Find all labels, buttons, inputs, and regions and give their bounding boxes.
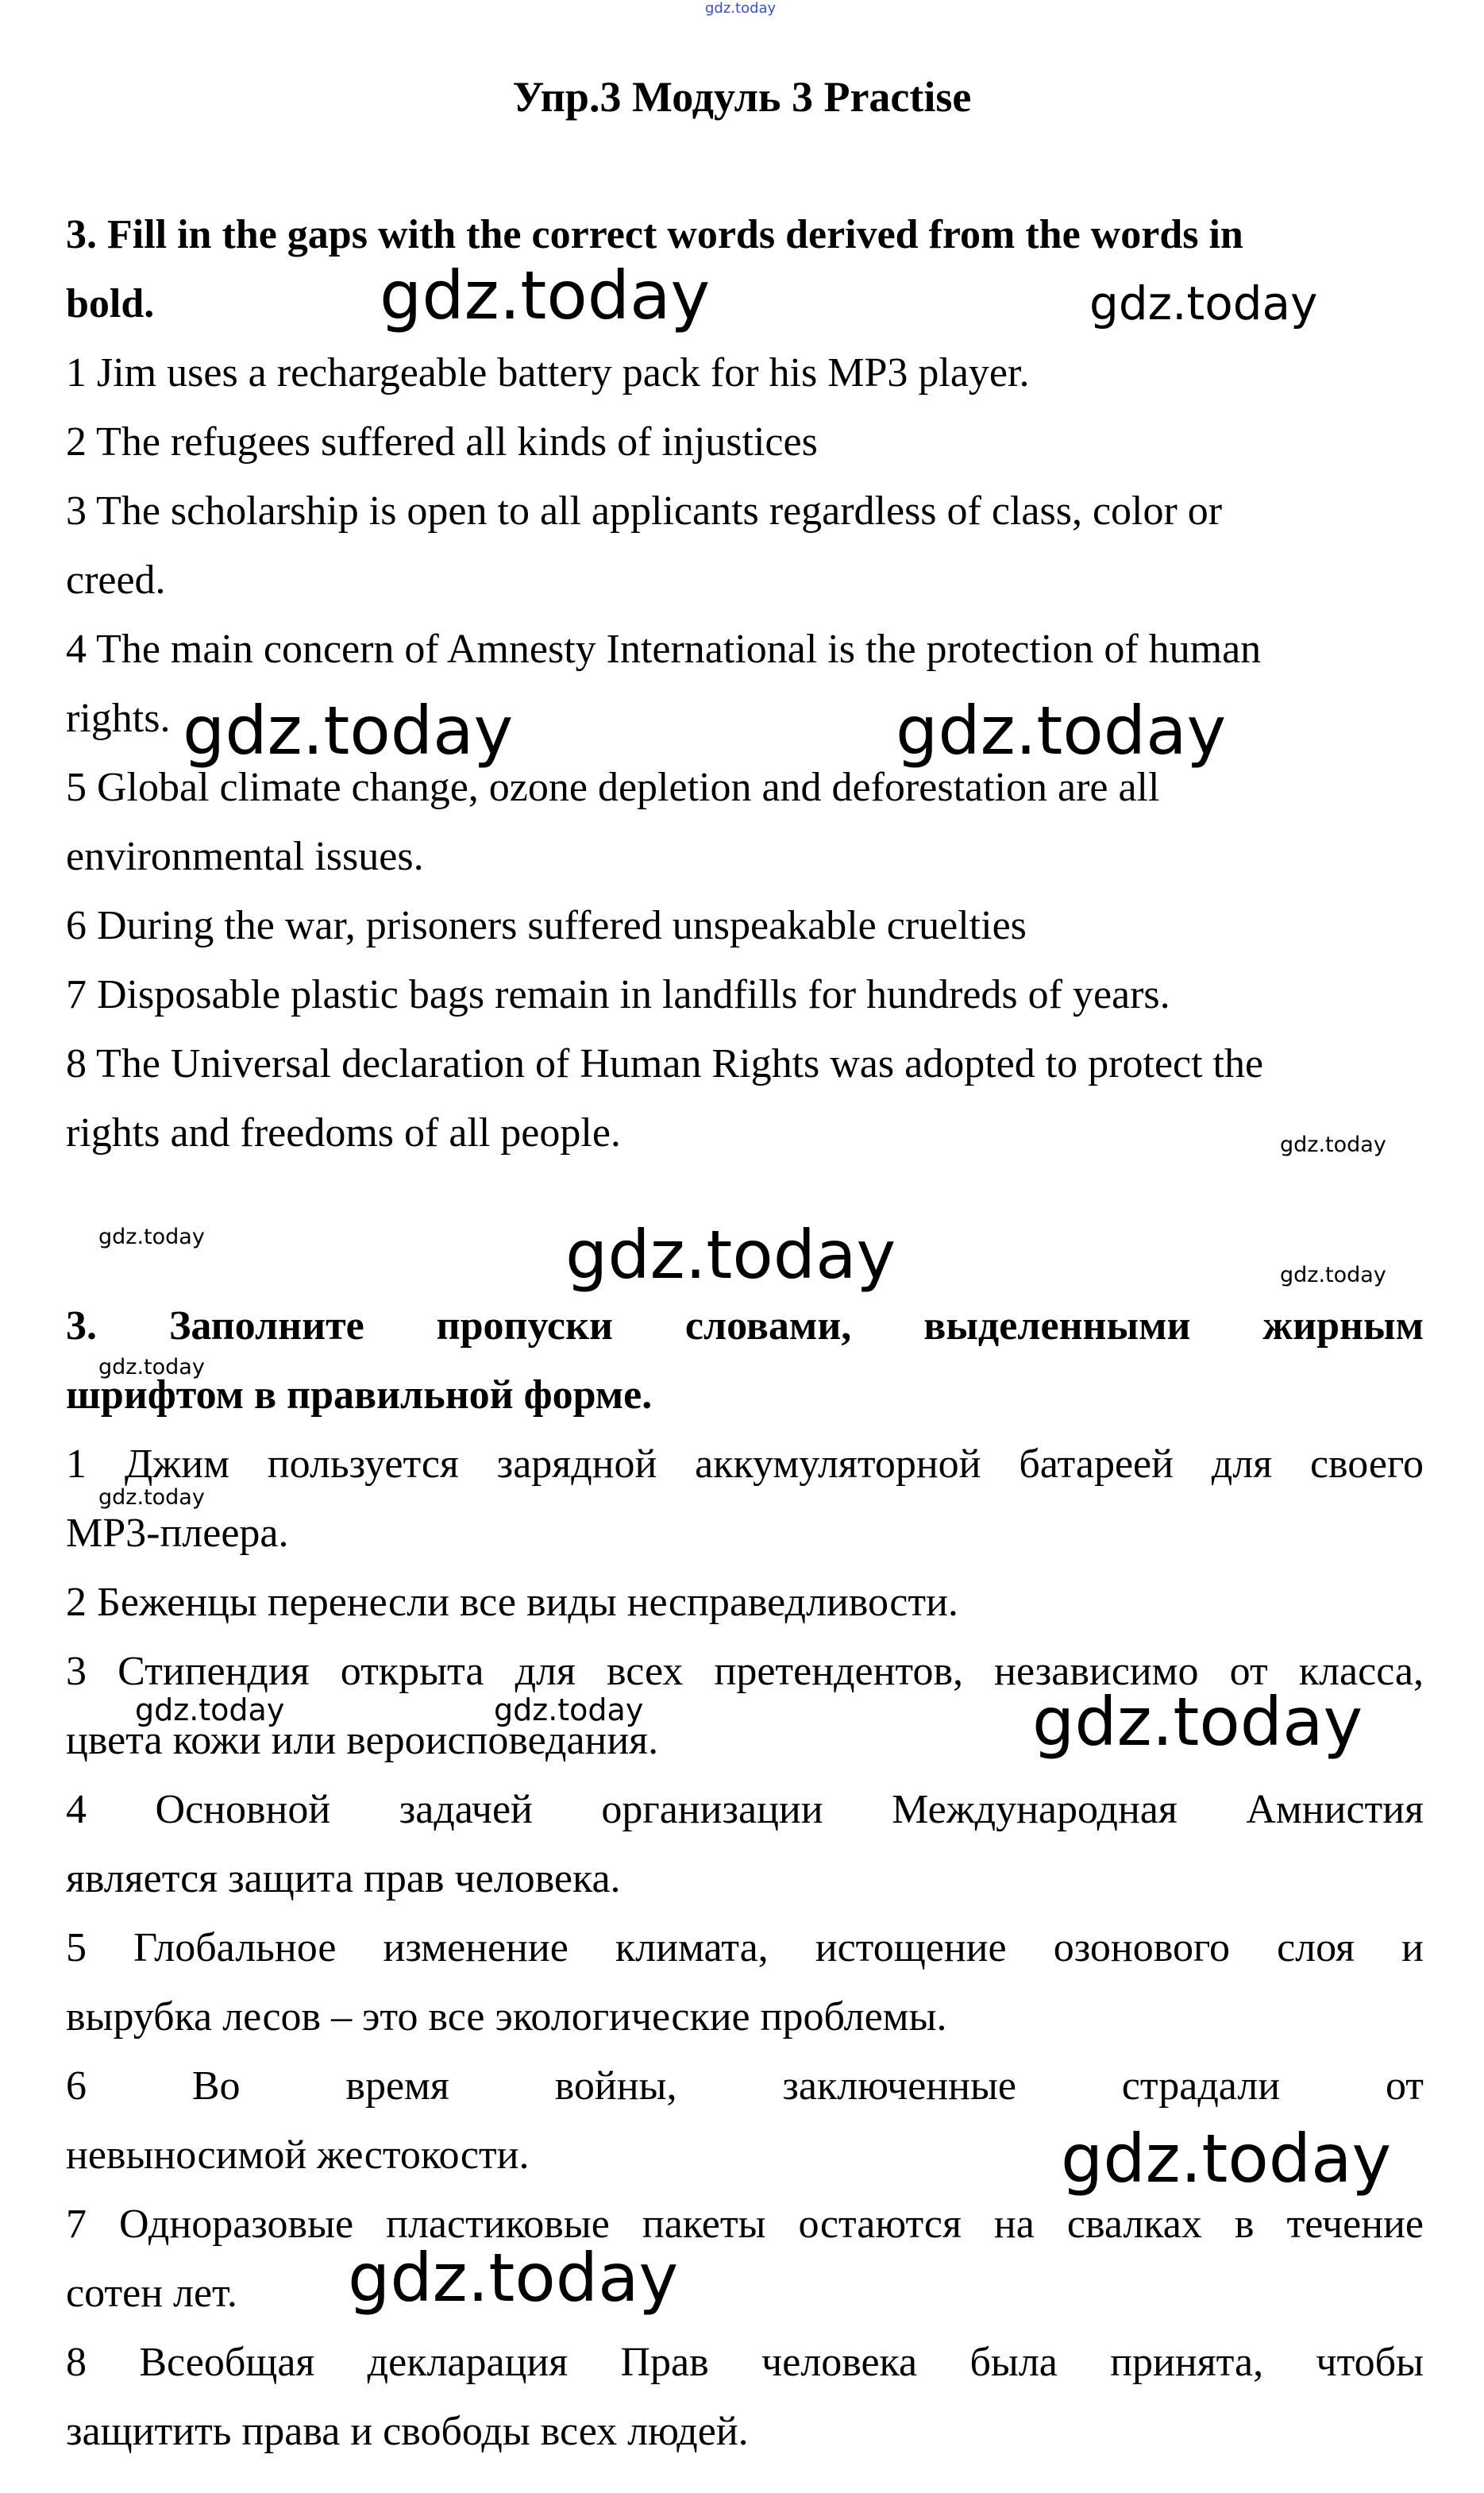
watermark: gdz.today (135, 1692, 285, 1727)
watermark: gdz.today (98, 1485, 205, 1510)
english-item-4-line2: rights. (66, 696, 171, 741)
english-item-2: 2 The refugees suffered all kinds of injustices (66, 419, 818, 465)
watermark: gdz.today (896, 692, 1227, 770)
watermark: gdz.today (183, 692, 514, 770)
russian-item-7-line1: 7 Одноразовые пластиковые пакеты остаются на свалках в течение (66, 2202, 1424, 2247)
english-instruction-line2: bold. (66, 281, 155, 326)
page-title: Упр.3 Модуль 3 Practise (512, 73, 972, 121)
watermark: gdz.today (380, 257, 711, 334)
watermark: gdz.today (494, 1692, 644, 1727)
watermark: gdz.today (98, 1355, 205, 1380)
russian-instruction-line1: 3. Заполните пропуски словами, выделенными жирным (66, 1303, 1424, 1349)
english-item-8-line1: 8 The Universal declaration of Human Rights was adopted to protect the (66, 1041, 1264, 1086)
russian-item-6-line2: невыносимой жестокости. (66, 2132, 530, 2178)
english-item-4-line1: 4 The main concern of Amnesty International is the protection of human (66, 627, 1262, 672)
russian-item-1-line2: MP3-плеера. (66, 1511, 289, 1556)
russian-item-7-line2: сотен лет. (66, 2271, 237, 2316)
english-item-3-line1: 3 The scholarship is open to all applicants regardless of class, color or (66, 488, 1223, 534)
watermark: gdz.today (1280, 1133, 1386, 1157)
watermark: gdz.today (565, 1216, 896, 1294)
english-item-6: 6 During the war, prisoners suffered unspeakable cruelties (66, 903, 1027, 948)
russian-item-5-line1: 5 Глобальное изменение климата, истощение озонового слоя и (66, 1925, 1424, 1970)
watermark: gdz.today (98, 1225, 205, 1249)
russian-item-2: 2 Беженцы перенесли все виды несправедливости. (66, 1580, 958, 1625)
english-instruction-line1: 3. Fill in the gaps with the correct words derived from the words in (66, 212, 1243, 257)
watermark: gdz.today (1032, 1683, 1363, 1761)
english-item-8-line2: rights and freedoms of all people. (66, 1110, 621, 1156)
russian-item-5-line2: вырубка лесов – это все экологические проблемы. (66, 1994, 947, 2040)
watermark: gdz.today (1089, 276, 1318, 330)
watermark: gdz.today (348, 2239, 679, 2317)
watermark: gdz.today (1280, 1263, 1386, 1287)
russian-item-8-line2: защитить права и свободы всех людей. (66, 2409, 749, 2454)
russian-item-1-line1: 1 Джим пользуется зарядной аккумуляторной батареей для своего (66, 1441, 1424, 1487)
english-item-3-line2: creed. (66, 558, 166, 603)
english-item-5-line2: environmental issues. (66, 834, 424, 879)
russian-item-3-line2: цвета кожи или вероисповедания. (66, 1718, 659, 1763)
english-item-5-line1: 5 Global climate change, ozone depletion and deforestation are all (66, 765, 1160, 810)
russian-item-4-line2: является защита прав человека. (66, 1856, 621, 1901)
russian-item-4-line1: 4 Основной задачей организации Международная Амнистия (66, 1787, 1424, 1832)
russian-item-8-line1: 8 Всеобщая декларация Прав человека была принята, чтобы (66, 2340, 1424, 2385)
russian-item-6-line1: 6 Во время войны, заключенные страдали от (66, 2063, 1424, 2109)
english-item-1: 1 Jim uses a rechargeable battery pack for his MP3 player. (66, 350, 1030, 396)
russian-instruction-line2: шрифтом в правильной форме. (66, 1372, 653, 1418)
english-item-7: 7 Disposable plastic bags remain in landfills for hundreds of years. (66, 972, 1170, 1017)
top-watermark: gdz.today (705, 0, 777, 17)
russian-item-3-line1: 3 Стипендия открыта для всех претендентов, независимо от класса, (66, 1649, 1424, 1694)
watermark: gdz.today (1061, 2120, 1392, 2198)
